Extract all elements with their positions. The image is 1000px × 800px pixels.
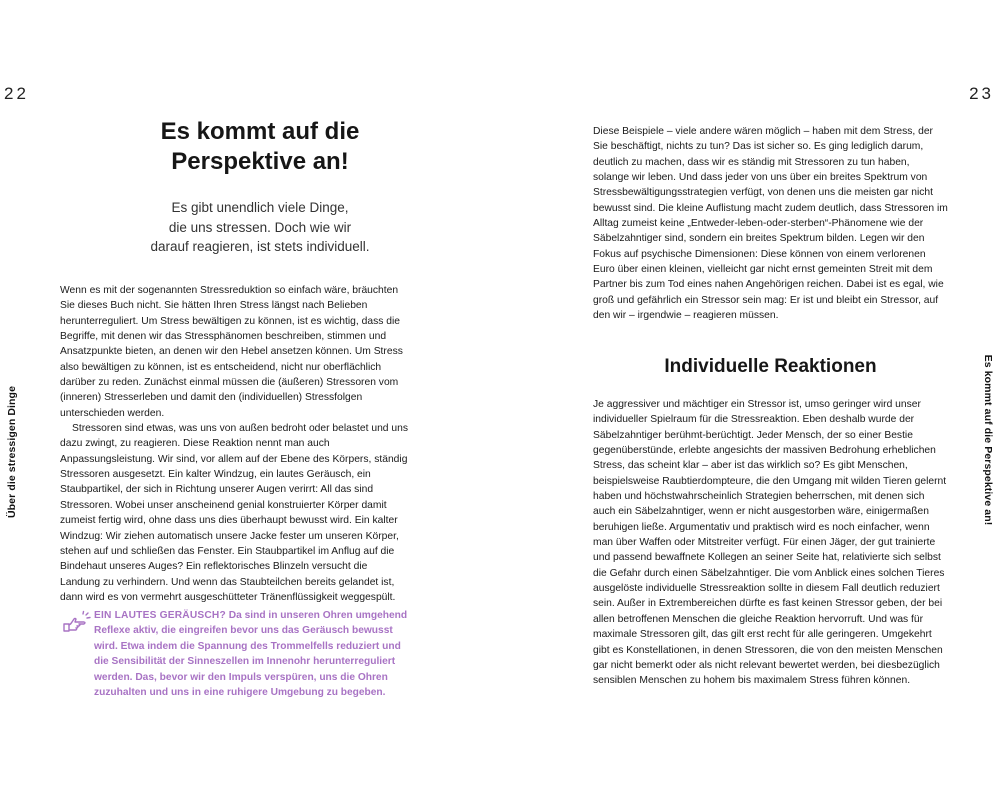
left-paragraph-1: Wenn es mit der sogenannten Stressreduktion so einfach wäre, bräuchten Sie dieses Buch nicht. Sie hätten Ihren Stress längst nach Belieben herunterreguliert. Um Stress bewältigen zu können, ist es wichtig, dass die Begriffe, mit denen wir das Stressphänomen beschreiben, stimmen und Ansatzpunkte bieten, an denen wir den Hebel ansetzen können. Um Stress also bewältigen zu können, ist es entscheidend, nicht nur oberflächlich darüber zu reden. Zunächst einmal müssen die (äußeren) Stressoren vom (inneren) Stresserleben und damit den (individuellen) Stressfolgen unterschieden werden. — [60, 285, 403, 419]
pointing-hand-icon — [62, 610, 92, 634]
right-page-number: 23 — [969, 84, 994, 103]
right-body-text-bottom — [593, 397, 948, 689]
subtitle-line-2: die uns stressen. Doch wie wir — [168, 219, 352, 235]
callout-text — [94, 608, 410, 700]
chapter-title — [60, 117, 460, 177]
subtitle-line-1: Es gibt unendlich viele Dinge, — [171, 200, 349, 215]
left-paragraph-2: Stressoren sind etwas, was uns von außen bedroht oder belastet und uns dazu zwingt, zu reagieren. Diese Reaktion nennt man auch Anpassungsleistung. Wir sind, vor allem auf der Ebene des Körpers, ständig Stressoren ausgesetzt. Ein kalter Windzug, ein lautes Geräusch, ein Staubpartikel, der sich in Richtung unserer Augen verirrt: All das sind Stressoren. Wobei unser anscheinend genial konstruierter Körper damit zumeist fertig wird, ohne dass uns dies überhaupt bewusst wird. Ein kalter Windzug: Wir ziehen automatisch unsere Jacke fester um unseren Körper, stehen auf und schließen das Fenster. Ein Staubpartikel im Anflug auf die Bindehaut unseres Auges? Ein reflektorisches Blinzeln versucht die Landung zu verhindern. Und wenn das Staubteilchen bereits gelandet ist, dann wird es von vermehrt ausgeschütteter Tränenflüssigkeit weggespült. — [60, 423, 408, 603]
chapter-title-line-2: Perspektive an! — [171, 148, 349, 175]
left-running-title: Über die stressigen Dinge — [6, 385, 18, 519]
callout-body: Da sind in unseren Ohren umgehend Reflexe aktiv, die eingreifen bevor uns das Geräusch bewusst wird. Etwa indem die Spannung des Trommelfells reduziert und die Sensibilität der Sinneszellen im Innenohr herunterreguliert werden. Das, bevor wir den Impuls verspüren, uns die Ohren zuzuhalten und uns in eine ruhigere Umgebung zu begeben. — [94, 610, 408, 699]
right-body-text-top — [593, 124, 948, 323]
section-heading: Individuelle Reaktionen — [664, 356, 877, 377]
callout-box — [60, 608, 410, 700]
right-paragraph-2: Je aggressiver und mächtiger ein Stressor ist, umso geringer wird unser individueller Spielraum für die Stressreaktion. Eben deshalb wurde der Säbelzahntiger berühmt-berüchtigt. Jeder Mensch, der so einer Bestie gegenüberstünde, erlebte angesichts der massiven Bedrohung erheblichen Stress, das scheint klar – aber ist das wirklich so? Es gibt Menschen, beispielsweise Raubtierdompteure, die den Umgang mit wilden Tieren gelernt haben und höchstwahrscheinlich Strategien beherrschen, mit denen sich auch ein Säbelzahntiger, wenn er nicht ausgestorben wäre, einigermaßen beruhigen ließe. Argumentativ und praktisch wird es noch einfacher, wenn man über Waffen oder Mitstreiter verfügt. Für einen Jäger, der gut trainierte und passend bewaffnete Kollegen an seiner Seite hat, relativierte sich selbst die Gefahr durch einen Säbelzahntiger. Die vom Anblick eines solchen Tieres ausgelöste individuelle Stressreaktion sollte in diesem Fall deutlich reduziert sein. Außer in Extrembereichen dürfte es fast keinen Stressor geben, der bei allen betroffenen Menschen die gleiche Reaktion hervorruft. Und was für maximale Stressoren gilt, das gilt erst recht für alle geringeren. Umgekehrt gibt es Konstellationen, in denen Stressoren, die von den meisten Menschen gar nicht bemerkt oder als nicht relevant bewertet werden, bei diesbezüglich sensiblen Menschen zu hohem bis maximalem Stress führen können. — [593, 399, 947, 687]
chapter-title-line-1: Es kommt auf die — [160, 118, 360, 145]
right-running-title: Es kommt auf die Perspektive an! — [982, 354, 994, 526]
right-paragraph-1: Diese Beispiele – viele andere wären möglich – haben mit dem Stress, der Sie beschäftigt, nichts zu tun? Das ist sicher so. Es ging lediglich darum, deutlich zu machen, dass wir es ständig mit Stressoren zu tun haben, solange wir leben. Und dass jeder von uns über ein breites Spektrum von Stressbewältigungsstrategien verfügt, von denen uns die meisten gar nicht bewusst sind. Die kleine Auflistung macht zudem deutlich, dass Stressoren im Alltag zumeist keine „Entweder-leben-oder-sterben“-Phänomene wie der Säbelzahntiger sind, sondern ein breites Spektrum bilden. Legen wir den Fokus auf psychische Dimensionen: Diese können von einem verlorenen Euro über einen kleinen, vielleicht gar nicht ernst gemeinten Streit mit dem Partner bis zum Tod eines nahen Angehörigen reichen. Dabei ist es egal, wie groß und gefährlich ein Stressor sein mag: Er ist und bleibt ein Stressor, auf den wir – irgendwie – reagieren müssen. — [593, 126, 948, 322]
callout-lead: EIN LAUTES GERÄUSCH? — [94, 610, 226, 621]
chapter-subtitle — [100, 198, 420, 257]
subtitle-line-3: darauf reagieren, ist stets individuell. — [150, 239, 370, 254]
left-body-text — [60, 283, 410, 605]
left-page-number: 22 — [4, 84, 29, 103]
